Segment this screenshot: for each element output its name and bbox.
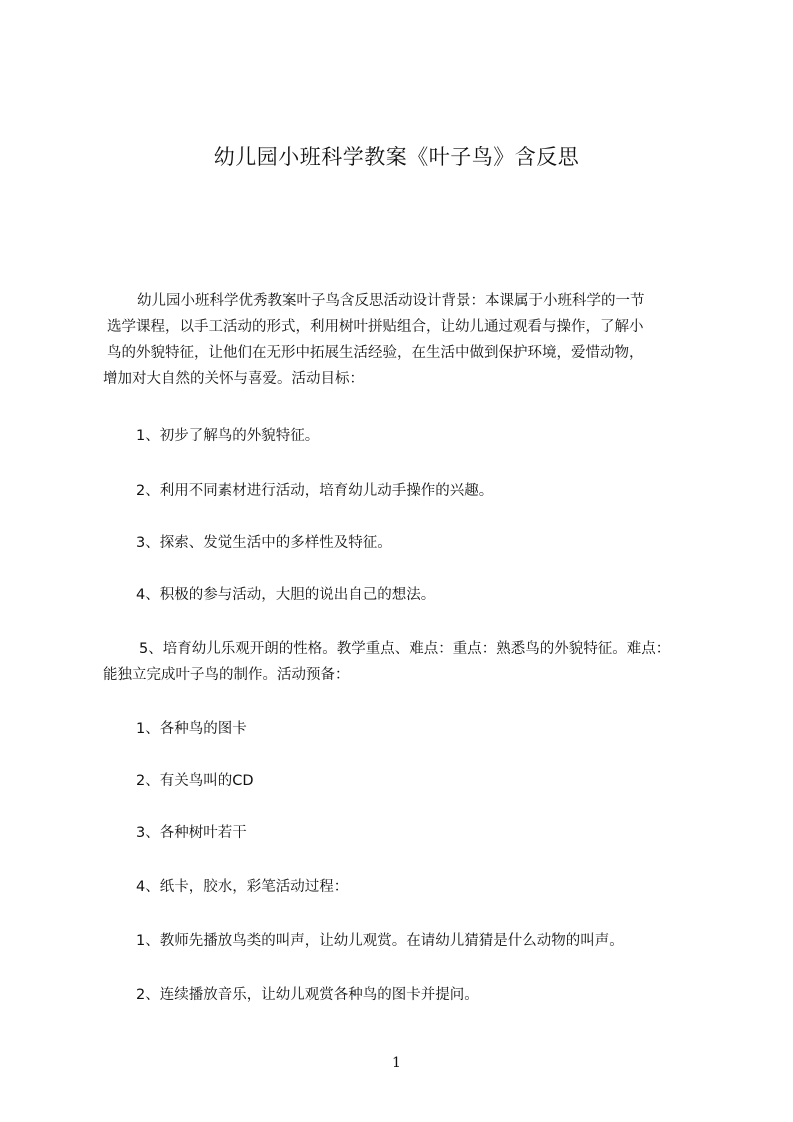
goal-item-1: 1、初步了解鸟的外貌特征。: [136, 428, 320, 444]
intro-line-1: 幼儿园小班科学优秀教案叶子鸟含反思活动设计背景：本课属于小班科学的一节: [137, 293, 645, 309]
page-number: 1: [392, 1055, 401, 1071]
goal-5-paragraph-cont: [103, 662, 719, 688]
material-item-1: 1、各种鸟的图卡: [136, 721, 247, 737]
material-item-4: 4、纸卡，胶水，彩笔活动过程：: [136, 879, 349, 895]
intro-paragraph: [137, 288, 753, 314]
document-title: 幼儿园小班科学教案《叶子鸟》含反思: [213, 145, 580, 169]
goal-item-3: 3、探索、发觉生活中的多样性及特征。: [136, 535, 392, 551]
intro-line-2: 选学课程，以手工活动的形式，利用树叶拼贴组合，让幼儿通过观看与操作，了解小: [107, 319, 644, 335]
goal-5-line-1: 5、培育幼儿乐观开朗的性格。教学重点、难点：重点：熟悉鸟的外貌特征。难点：: [139, 641, 671, 657]
process-item-2: 2、连续播放音乐，让幼儿观赏各种鸟的图卡并提问。: [136, 987, 479, 1003]
intro-paragraph-end: [103, 366, 719, 392]
process-item-1: 1、教师先播放鸟类的叫声，让幼儿观赏。在请幼儿猜猜是什么动物的叫声。: [136, 933, 624, 949]
goal-item-2: 2、利用不同素材进行活动，培育幼儿动手操作的兴趣。: [136, 483, 494, 499]
goal-5-paragraph: [139, 636, 755, 662]
intro-line-4: 增加对大自然的关怀与喜爱。活动目标：: [103, 371, 364, 387]
goal-item-4: 4、积极的参与活动，大胆的说出自己的想法。: [136, 587, 436, 603]
intro-line-3: 鸟的外貌特征，让他们在无形中拓展生活经验，在生活中做到保护环境，爱惜动物，: [107, 345, 644, 361]
material-item-3: 3、各种树叶若干: [136, 825, 247, 841]
goal-5-line-2: 能独立完成叶子鸟的制作。活动预备：: [103, 667, 350, 683]
intro-paragraph-cont: [107, 314, 723, 366]
material-item-2: 2、有关鸟叫的CD: [136, 773, 254, 789]
